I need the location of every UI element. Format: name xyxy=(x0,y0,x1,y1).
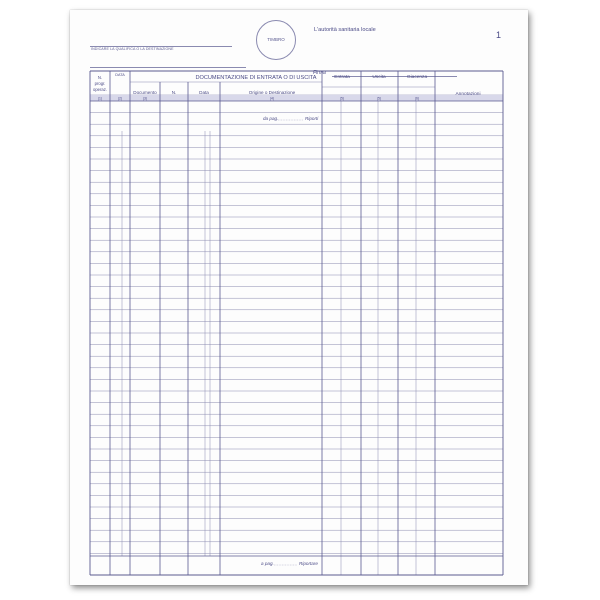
carry-from-label: da pag. xyxy=(263,116,279,121)
carry-to-label: a pag. xyxy=(261,561,274,566)
col-documento: Documento xyxy=(133,90,157,95)
col-origine: Origine o Destinazione xyxy=(248,90,296,95)
stamp-label: TIMBRO xyxy=(267,37,285,42)
signature-label: Firma xyxy=(313,70,326,76)
carry-from-suffix: Riporti xyxy=(305,116,319,121)
col-progr-n: N. xyxy=(97,75,103,80)
index-5b: (5) xyxy=(376,96,382,101)
group-title: DOCUMENTAZIONE DI ENTRATA O DI USCITA xyxy=(195,75,317,81)
index-2: (2) xyxy=(117,96,123,101)
authority-label: L'autorità sanitaria locale xyxy=(314,27,376,33)
col-progr-operaz: operaz. xyxy=(93,87,107,92)
index-4: (4) xyxy=(269,96,275,101)
col-n: N. xyxy=(171,90,177,95)
col-data-header: DATA xyxy=(115,73,125,77)
col-giacenza: Giacenza xyxy=(406,75,428,80)
col-uscita: Uscita xyxy=(372,75,386,80)
index-3: (3) xyxy=(142,96,148,101)
index-5a: (5) xyxy=(339,96,345,101)
register-page xyxy=(70,10,528,585)
page-number: 1 xyxy=(496,30,502,40)
carry-to-suffix: Riportare xyxy=(299,561,318,566)
index-row-band xyxy=(90,95,503,101)
col-data: Data xyxy=(199,90,209,95)
index-6: (6) xyxy=(414,96,420,101)
index-1: (1) xyxy=(97,96,103,101)
register-table xyxy=(70,10,528,585)
col-entrata: Entrata xyxy=(334,75,350,80)
col-progr-progr: progr. xyxy=(94,81,106,86)
col-annotazioni: Annotazioni xyxy=(455,92,481,97)
destination-hint: INDICARE LA QUALIFICA O LA DESTINAZIONE xyxy=(91,47,174,51)
